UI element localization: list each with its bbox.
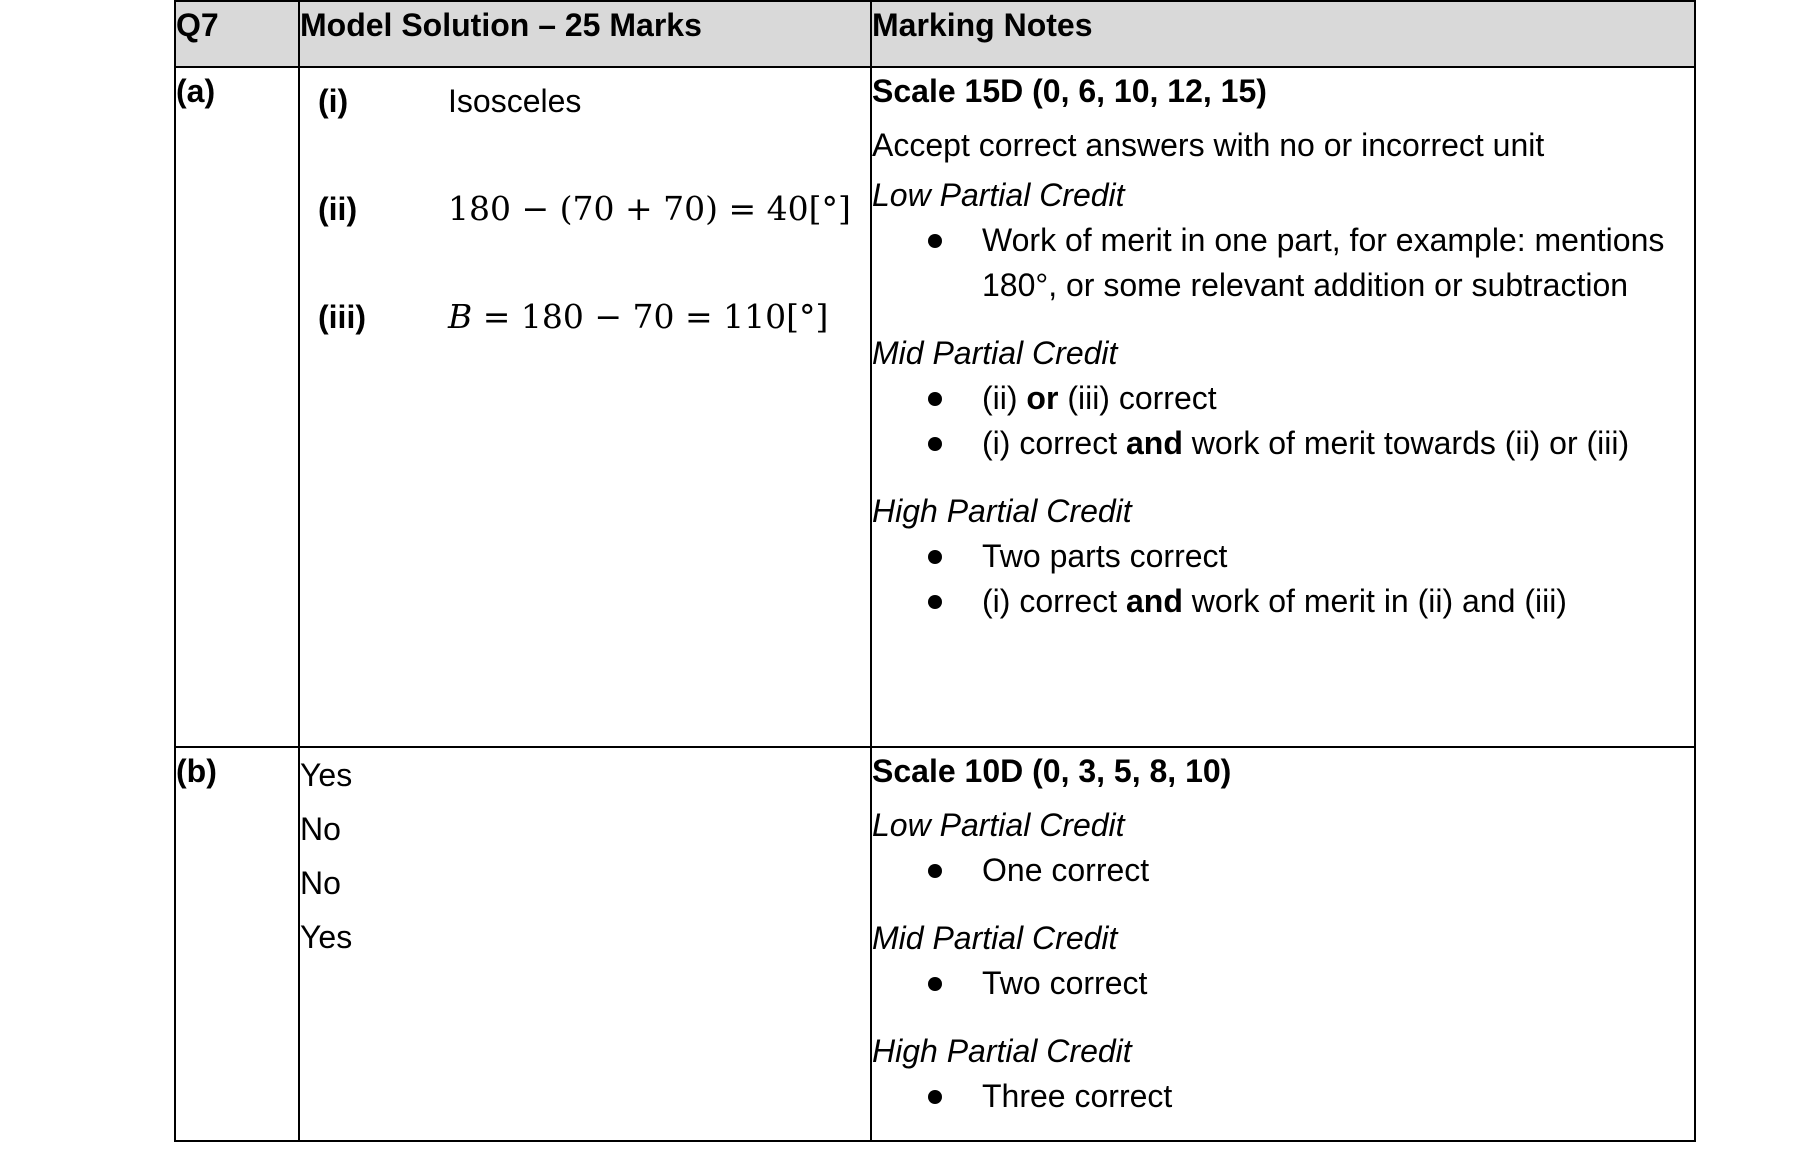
table-row-part-a bbox=[175, 67, 1695, 747]
answer-b-2: No bbox=[300, 811, 341, 847]
part-a-low-list bbox=[872, 218, 1694, 308]
part-b-mid-list bbox=[872, 961, 1694, 1006]
bullet-icon bbox=[928, 864, 942, 878]
sub-label-iii: (iii) bbox=[318, 299, 366, 335]
part-b-low-list bbox=[872, 848, 1694, 893]
answer-iii bbox=[448, 294, 828, 340]
part-b-low-heading: Low Partial Credit bbox=[872, 807, 1125, 843]
bullet-icon bbox=[928, 437, 942, 451]
list-item: (i) correct and work of merit towards (ii) or (iii) bbox=[872, 421, 1694, 466]
part-b-scale: Scale 10D (0, 3, 5, 8, 10) bbox=[872, 753, 1232, 789]
bullet-icon bbox=[928, 392, 942, 406]
list-item: Work of merit in one part, for example: mentions 180°, or some relevant addition or subtraction bbox=[872, 218, 1694, 308]
part-a-mid-list bbox=[872, 376, 1694, 466]
list-item: (i) correct and work of merit in (ii) and (iii) bbox=[872, 579, 1694, 624]
part-a-low-heading: Low Partial Credit bbox=[872, 177, 1125, 213]
part-a-high-heading: High Partial Credit bbox=[872, 493, 1132, 529]
sub-label-i: (i) bbox=[318, 83, 349, 119]
bullet-icon bbox=[928, 595, 942, 609]
part-a-high-list bbox=[872, 534, 1694, 624]
part-b-notes bbox=[871, 747, 1695, 1141]
answer-iii-expression: = 180 − 70 = 110[°] bbox=[472, 297, 829, 336]
part-a-solution bbox=[299, 67, 871, 747]
part-b-solution bbox=[299, 747, 871, 1141]
list-item: Three correct bbox=[872, 1074, 1694, 1119]
part-b-high-heading: High Partial Credit bbox=[872, 1033, 1132, 1069]
header-question: Q7 bbox=[175, 1, 299, 67]
answer-b-3: No bbox=[300, 865, 341, 901]
answer-ii: 180 − (70 + 70) = 40[°] bbox=[448, 189, 851, 228]
bullet-icon bbox=[928, 977, 942, 991]
list-item: Two parts correct bbox=[872, 534, 1694, 579]
part-a-scale: Scale 15D (0, 6, 10, 12, 15) bbox=[872, 73, 1267, 109]
part-a-label: (a) bbox=[175, 67, 299, 747]
answer-b-1: Yes bbox=[300, 757, 353, 793]
answer-b-4: Yes bbox=[300, 919, 353, 955]
bullet-icon bbox=[928, 550, 942, 564]
bullet-icon bbox=[928, 234, 942, 248]
header-row bbox=[175, 1, 1695, 67]
bullet-icon bbox=[928, 1090, 942, 1104]
sub-label-ii: (ii) bbox=[318, 191, 358, 227]
part-b-high-list bbox=[872, 1074, 1694, 1119]
part-b-label: (b) bbox=[175, 747, 299, 1141]
part-a-accept-note: Accept correct answers with no or incorrect unit bbox=[872, 127, 1545, 163]
part-b-mid-heading: Mid Partial Credit bbox=[872, 920, 1118, 956]
list-item: (ii) or (iii) correct bbox=[872, 376, 1694, 421]
answer-iii-variable: B bbox=[448, 297, 473, 336]
part-a-notes bbox=[871, 67, 1695, 747]
table-row-part-b bbox=[175, 747, 1695, 1141]
marking-scheme-table bbox=[174, 0, 1696, 1142]
answer-i: Isosceles bbox=[448, 83, 582, 119]
list-item: One correct bbox=[872, 848, 1694, 893]
header-marking-notes: Marking Notes bbox=[871, 1, 1695, 67]
part-a-mid-heading: Mid Partial Credit bbox=[872, 335, 1118, 371]
header-model-solution: Model Solution – 25 Marks bbox=[299, 1, 871, 67]
list-item: Two correct bbox=[872, 961, 1694, 1006]
